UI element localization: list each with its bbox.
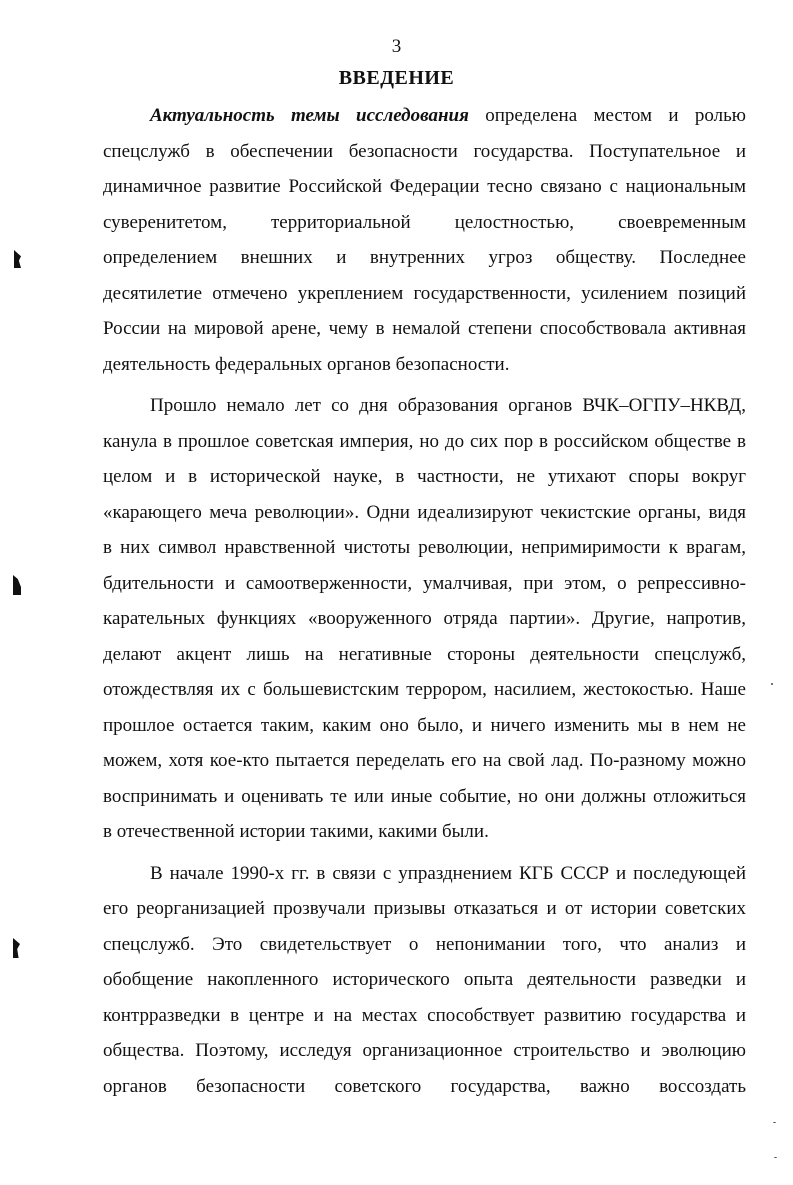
paragraph-history-debate	[103, 388, 746, 850]
text-line: десятилетие отмечено укреплением государственности, усилением позиций	[103, 282, 746, 304]
text-line: отождествляя их с большевистским террором, насилием, жестокостью. Наше	[103, 679, 746, 700]
paragraph-relevance	[103, 98, 746, 382]
text-line: динамичное развитие Российской Федерации тесно связано с национальным	[103, 176, 746, 197]
text-line: России на мировой арене, чему в немалой степени способствовала активная	[103, 318, 746, 339]
text-line: определением внешних и внутренних угроз обществу. Последнее	[103, 247, 746, 268]
text-line: спецслужб в обеспечении безопасности государства. Поступательное и	[103, 140, 746, 162]
text-line: бдительности и самоотверженности, умалчивая, при этом, о репрессивно-	[103, 572, 746, 594]
text-line: спецслужб. Это свидетельствует о непонимании того, что анализ и	[103, 933, 746, 955]
text-line	[103, 98, 746, 134]
text-line: Прошло немало лет со дня образования органов ВЧК–ОГПУ–НКВД,	[150, 395, 746, 416]
scan-speck	[773, 1122, 776, 1123]
body-text	[103, 98, 746, 1110]
text-line: в них символ нравственной чистоты революции, непримиримости к врагам,	[103, 537, 746, 558]
scan-mark	[13, 575, 21, 595]
text-line: прошлое остается таким, каким оно было, и ничего изменить мы в нем не	[103, 714, 746, 736]
relevance-lead-phrase: Актуальность темы исследования	[150, 105, 469, 126]
text-line: органов безопасности советского государства, важно воссоздать	[103, 1075, 746, 1097]
paragraph-reorganization	[103, 856, 746, 1105]
line-text: определена местом и ролью	[468, 105, 746, 126]
text-line: контрразведки в центре и на местах способствует развитию государства и	[103, 1004, 746, 1026]
text-line: делают акцент лишь на негативные стороны деятельности спецслужб,	[103, 643, 746, 665]
text-line: в отечественной истории такими, какими были.	[103, 821, 489, 842]
text-line: суверенитетом, территориальной целостностью, своевременным	[103, 211, 746, 233]
text-line: «карающего меча революции». Одни идеализируют чекистские органы, видя	[103, 501, 746, 523]
text-line: карательных функциях «вооруженного отряда партии». Другие, напротив,	[103, 608, 746, 629]
scan-speck	[771, 683, 773, 685]
text-line: целом и в исторической науке, в частности, не утихают споры вокруг	[103, 466, 746, 487]
text-line: канула в прошлое советская империя, но до сих пор в российском обществе в	[103, 430, 746, 452]
scan-mark	[14, 250, 21, 268]
text-line: В начале 1990-х гг. в связи с упразднением КГБ СССР и последующей	[150, 862, 746, 884]
text-line: общества. Поэтому, исследуя организационное строительство и эволюцию	[103, 1040, 746, 1061]
scan-mark	[13, 938, 20, 958]
page-number: 3	[391, 36, 402, 57]
text-line: деятельность федеральных органов безопасности.	[103, 353, 510, 375]
section-heading: ВВЕДЕНИЕ	[338, 67, 455, 89]
text-line: его реорганизацией прозвучали призывы отказаться и от истории советских	[103, 898, 746, 919]
text-line: воспринимать и оценивать те или иные событие, но они должны отложиться	[103, 785, 746, 807]
text-line: можем, хотя кое-кто пытается переделать его на свой лад. По-разному можно	[103, 750, 746, 771]
text-line: обобщение накопленного исторического опыта деятельности разведки и	[103, 969, 746, 990]
scan-speck	[774, 1157, 777, 1158]
